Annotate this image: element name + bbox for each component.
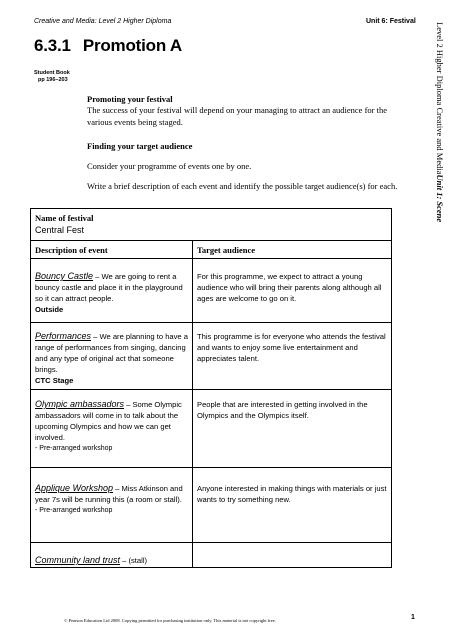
table-line xyxy=(31,467,391,468)
side-banner-prefix: Level 2 Higher Diploma Creative and Media xyxy=(435,22,445,175)
student-book-ref xyxy=(34,70,70,84)
festival-table xyxy=(30,208,392,568)
event-description xyxy=(35,331,189,386)
page-number: 1 xyxy=(411,614,415,621)
event-text: – We are going to rent a bouncy castle and place it in the playground so it can attract people. xyxy=(35,272,183,303)
section-title: Promotion A xyxy=(82,36,182,55)
table-line xyxy=(31,240,391,241)
student-book-pages: pp 196–203 xyxy=(38,77,68,83)
event-description xyxy=(35,483,189,516)
student-book-label: Student Book xyxy=(34,70,70,76)
page-title xyxy=(34,36,182,56)
event-name: Performances xyxy=(35,331,92,341)
table-line xyxy=(31,389,391,390)
target-audience: This programme is for everyone who attends the festival and wants to enjoy some live entertainment and appreciates talent. xyxy=(197,332,386,363)
header-left: Creative and Media: Level 2 Higher Diploma xyxy=(34,18,172,25)
event-description xyxy=(35,399,189,454)
footer-copyright: © Pearson Education Ltd 2008. Copying permitted for purchasing institution only. This material is not copyright free. xyxy=(64,618,276,623)
target-audience: For this programme, we expect to attract a young audience who will bring their parents along although all ages are welcome to go on it. xyxy=(197,272,382,303)
header-right: Unit 6: Festival xyxy=(366,18,416,25)
audience-heading: Finding your target audience xyxy=(87,141,193,151)
event-note: - Pre-arranged workshop xyxy=(35,445,113,452)
table-line xyxy=(31,542,391,543)
event-name: Applique Workshop xyxy=(35,483,114,493)
event-name: Community land trust xyxy=(35,555,121,565)
event-description xyxy=(35,271,189,315)
event-description xyxy=(35,555,189,566)
event-location: Outside xyxy=(35,305,64,314)
festival-name-value: Central Fest xyxy=(35,225,85,235)
event-location: CTC Stage xyxy=(35,376,74,385)
section-number: 6.3.1 xyxy=(34,36,71,55)
side-banner xyxy=(435,22,445,222)
event-text: – We are planning to have a range of performances from singing, dancing and any type of original act that someone brings. xyxy=(35,332,188,374)
table-line xyxy=(31,258,391,259)
side-banner-unit: Unit 1: Scene xyxy=(435,174,445,223)
table-divider xyxy=(192,240,193,567)
column-header-description: Description of event xyxy=(35,245,108,255)
event-text: – (stall) xyxy=(120,556,148,565)
event-name: Olympic ambassadors xyxy=(35,399,125,409)
target-audience: Anyone interested in making things with materials or just wants to try something new. xyxy=(197,484,387,504)
event-note: - Pre-arranged workshop xyxy=(35,507,113,514)
intro-heading: Promoting your festival xyxy=(87,94,173,104)
event-text: – Miss Atkinson and year 7s will be running this (a room or stall). xyxy=(35,484,183,504)
target-audience: People that are interested in getting involved in the Olympics and the Olympics itself. xyxy=(197,400,368,420)
instruction-write: Write a brief description of each event and identify the possible target audience(s) for each. xyxy=(87,181,398,191)
instruction-consider: Consider your programme of events one by one. xyxy=(87,161,252,171)
column-header-audience: Target audience xyxy=(197,245,256,255)
event-name: Bouncy Castle xyxy=(35,271,94,281)
event-text: – Some Olympic ambassadors will come in to talk about the upcoming Olympics and how we can get involved. xyxy=(35,400,182,442)
intro-paragraph: The success of your festival will depend on your managing to attract an audience for the various events being staged. xyxy=(87,105,387,127)
festival-name-label: Name of festival xyxy=(35,213,94,223)
table-line xyxy=(31,322,391,323)
